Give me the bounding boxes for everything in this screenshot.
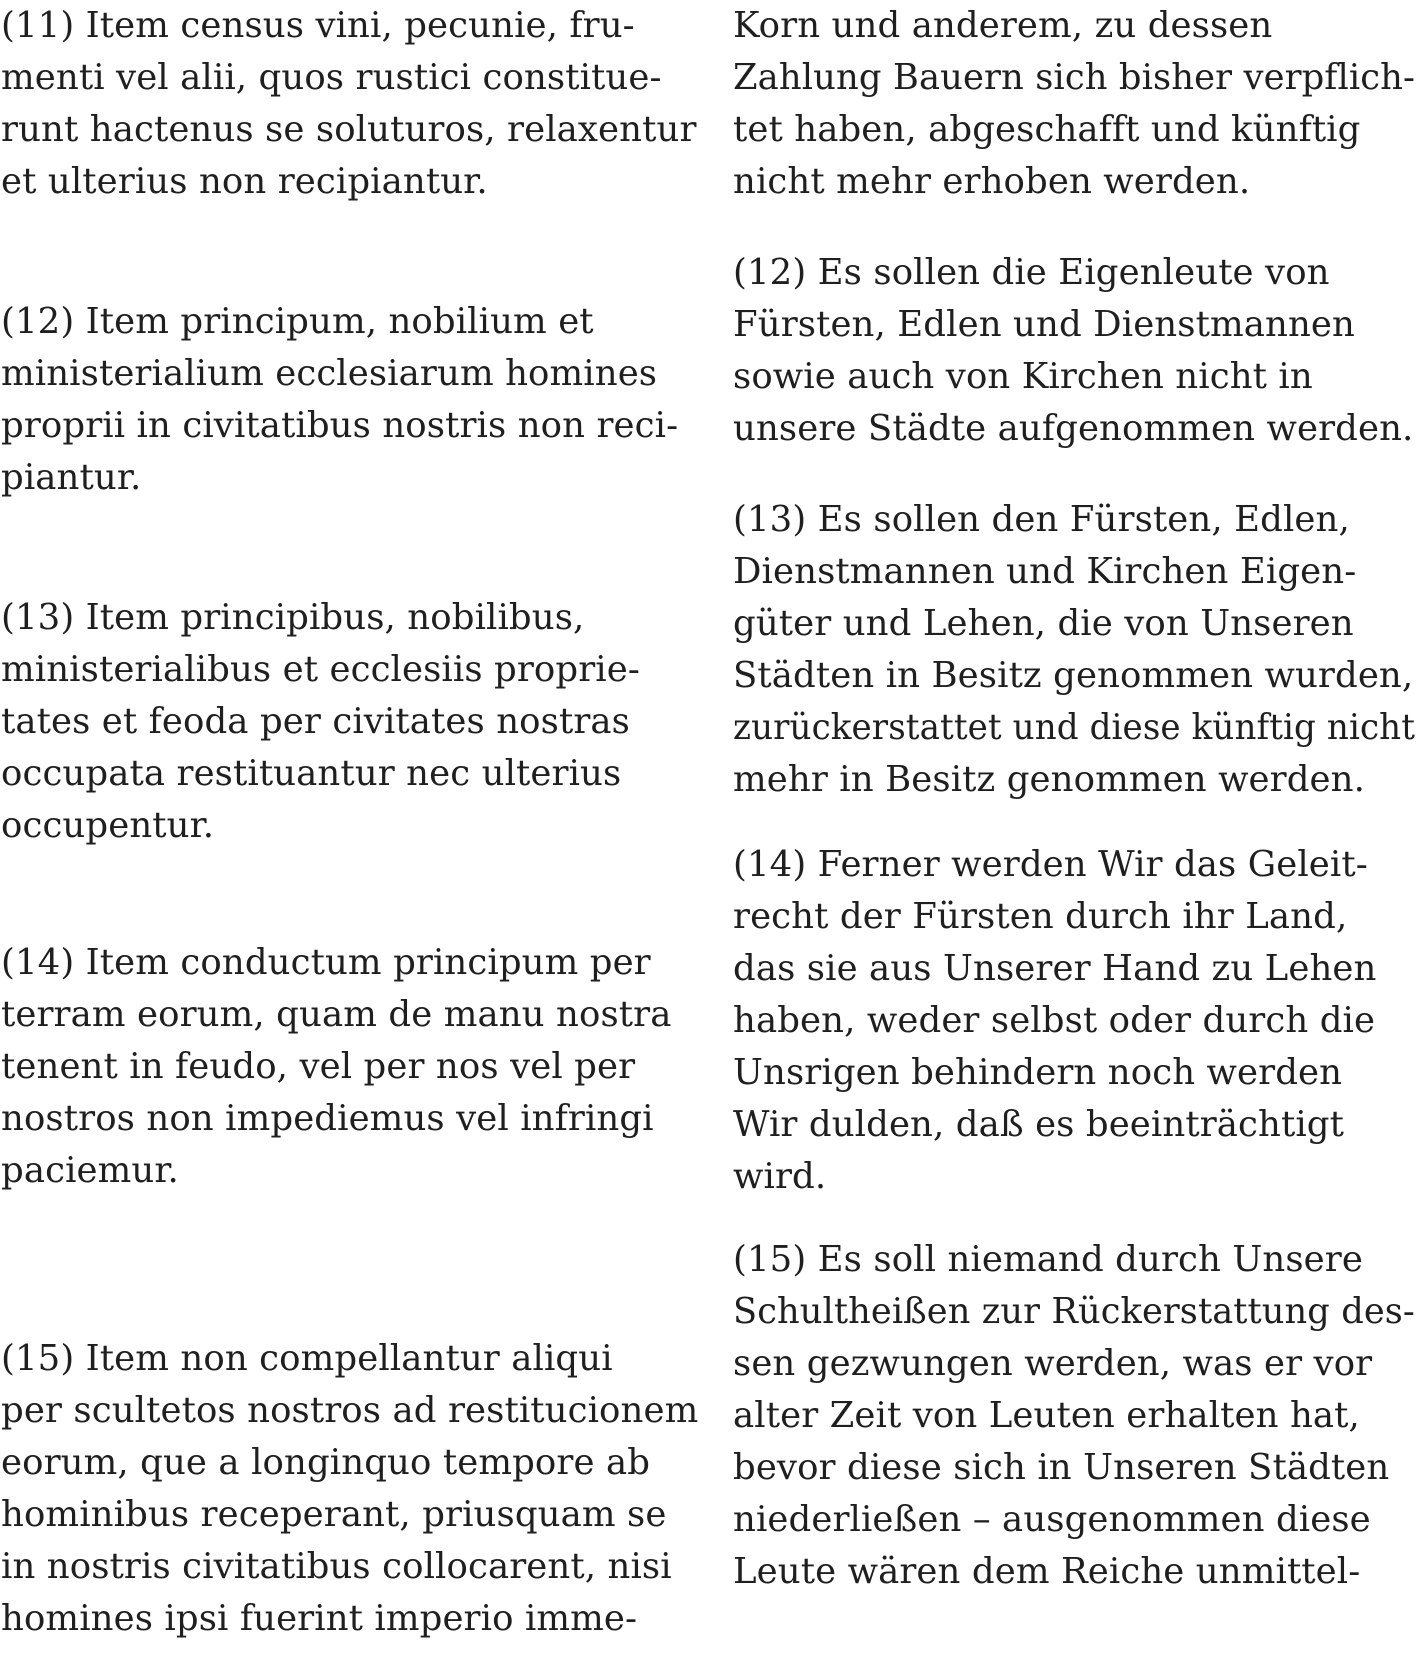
text-line: (14) Ferner werden Wir das Geleit- <box>733 844 1368 885</box>
text-line: (11) Item census vini, pecunie, fru- <box>1 5 635 46</box>
text-line: niederließen – ausgenommen diese <box>733 1499 1371 1540</box>
text-line: nostros non impediemus vel infringi <box>1 1098 654 1139</box>
text-line: wird. <box>733 1156 827 1197</box>
text-line: (15) Es soll niemand durch Unsere <box>733 1239 1363 1280</box>
text-line: occupata restituantur nec ulterius <box>1 753 622 794</box>
text-line: homines ipsi fuerint imperio imme- <box>1 1598 638 1639</box>
text-line: Leute wären dem Reiche unmittel- <box>733 1551 1361 1592</box>
text-line: tates et feoda per civitates nostras <box>1 701 630 742</box>
text-line: unsere Städte aufgenommen werden. <box>733 408 1414 449</box>
text-line: bevor diese sich in Unseren Städten <box>733 1447 1390 1488</box>
text-line: Unsrigen behindern noch werden <box>733 1052 1343 1093</box>
text-line: menti vel alii, quos rustici constitue- <box>1 57 662 98</box>
text-line: Städten in Besitz genommen wurden, <box>733 655 1414 696</box>
text-line: das sie aus Unserer Hand zu Lehen <box>733 948 1377 989</box>
text-line: eorum, que a longinquo tempore ab <box>1 1442 651 1483</box>
text-line: güter und Lehen, die von Unseren <box>733 603 1354 644</box>
text-line: Korn und anderem, zu dessen <box>733 5 1273 46</box>
text-line: in nostris civitatibus collocarent, nisi <box>1 1546 672 1587</box>
text-line: ministerialium ecclesiarum homines <box>1 353 658 394</box>
text-line: alter Zeit von Leuten erhalten hat, <box>733 1395 1360 1436</box>
text-line: tet haben, abgeschafft und künftig <box>733 109 1361 150</box>
text-line: (12) Es sollen die Eigenleute von <box>733 252 1330 293</box>
text-line: Dienstmannen und Kirchen Eigen- <box>733 551 1357 592</box>
text-line: Wir dulden, daß es beeinträchtigt <box>733 1104 1344 1145</box>
text-line: nicht mehr erhoben werden. <box>733 161 1251 202</box>
text-line: occupentur. <box>1 805 215 846</box>
text-line: mehr in Besitz genommen werden. <box>733 759 1366 800</box>
text-line: piantur. <box>1 457 142 498</box>
text-line: sowie auch von Kirchen nicht in <box>733 356 1313 397</box>
text-line: tenent in feudo, vel per nos vel per <box>1 1046 636 1087</box>
text-line: (12) Item principum, nobilium et <box>1 301 594 342</box>
text-line: Zahlung Bauern sich bisher verpflich- <box>733 57 1416 98</box>
text-line: haben, weder selbst oder durch die <box>733 1000 1376 1041</box>
text-line: (13) Es sollen den Fürsten, Edlen, <box>733 499 1350 540</box>
text-line: per scultetos nostros ad restitucionem <box>1 1390 699 1431</box>
text-line: (14) Item conductum principum per <box>1 942 651 983</box>
text-line: terram eorum, quam de manu nostra <box>1 994 672 1035</box>
text-line: proprii in civitatibus nostris non reci- <box>1 405 679 446</box>
text-line: runt hactenus se soluturos, relaxentur <box>1 109 697 150</box>
text-line: (15) Item non compellantur aliqui <box>1 1338 613 1379</box>
text-line: Fürsten, Edlen und Dienstmannen <box>733 304 1355 345</box>
text-line: paciemur. <box>1 1150 179 1191</box>
text-line: zurückerstattet und diese künftig nicht <box>733 707 1416 748</box>
text-line: hominibus receperant, priusquam se <box>1 1494 667 1535</box>
text-line: Schultheißen zur Rückerstattung des- <box>733 1291 1415 1332</box>
text-line: sen gezwungen werden, was er vor <box>733 1343 1373 1384</box>
text-line: et ulterius non recipiantur. <box>1 161 488 202</box>
text-line: (13) Item principibus, nobilibus, <box>1 597 585 638</box>
text-line: ministerialibus et ecclesiis proprie- <box>1 649 640 690</box>
text-line: recht der Fürsten durch ihr Land, <box>733 896 1348 937</box>
